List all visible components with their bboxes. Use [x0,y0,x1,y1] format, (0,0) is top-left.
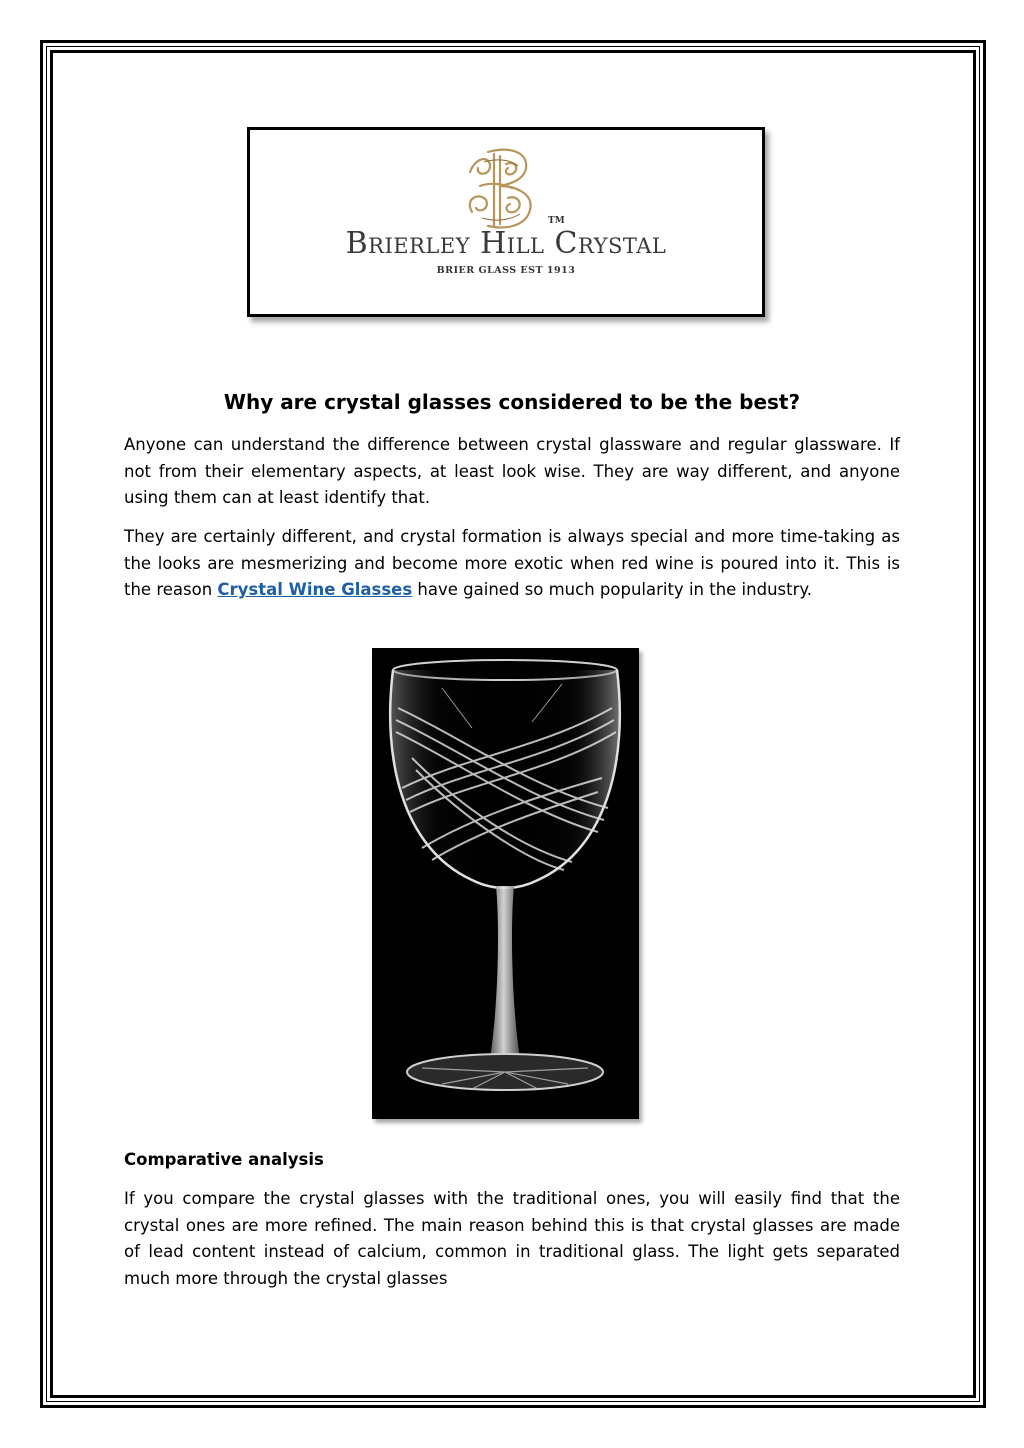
section-heading: Comparative analysis [124,1150,324,1169]
paragraph-intro: Anyone can understand the difference between crystal glassware and regular glassware. If not from their elementary aspects, at least look wise. They are way different, and anyone using them can at least identify that. [124,435,900,507]
paragraph-popularity-end: have gained so much popularity in the industry. [412,580,813,599]
wine-glass-illustration [372,648,639,1119]
crystal-wine-glass-image [372,648,639,1119]
paragraph-popularity [124,524,900,604]
crystal-wine-glasses-link[interactable]: Crystal Wine Glasses [217,580,413,599]
brand-logo [247,127,765,317]
brand-tagline: BRIER GLASS EST 1913 [436,265,576,276]
brand-name: Brierley Hill Crystal [345,226,667,261]
article-title: Why are crystal glasses considered to be the best? [223,390,801,414]
paragraph-comparison: If you compare the crystal glasses with the traditional ones, you will easily find that the crystal ones are more refined. The main reason behind this is that crystal glasses are made of lead content instead of calcium, common in traditional glass. The light gets separated much more through the crystal glasses [124,1189,900,1288]
monogram-b-icon [450,142,550,238]
paragraph-popularity-start: They are certainly different, and crystal formation is always special and more time-taking as the looks are mesmerizing and become more exotic when red wine is poured into it. This is the reason [124,527,900,599]
trademark-symbol: TM [548,216,565,226]
